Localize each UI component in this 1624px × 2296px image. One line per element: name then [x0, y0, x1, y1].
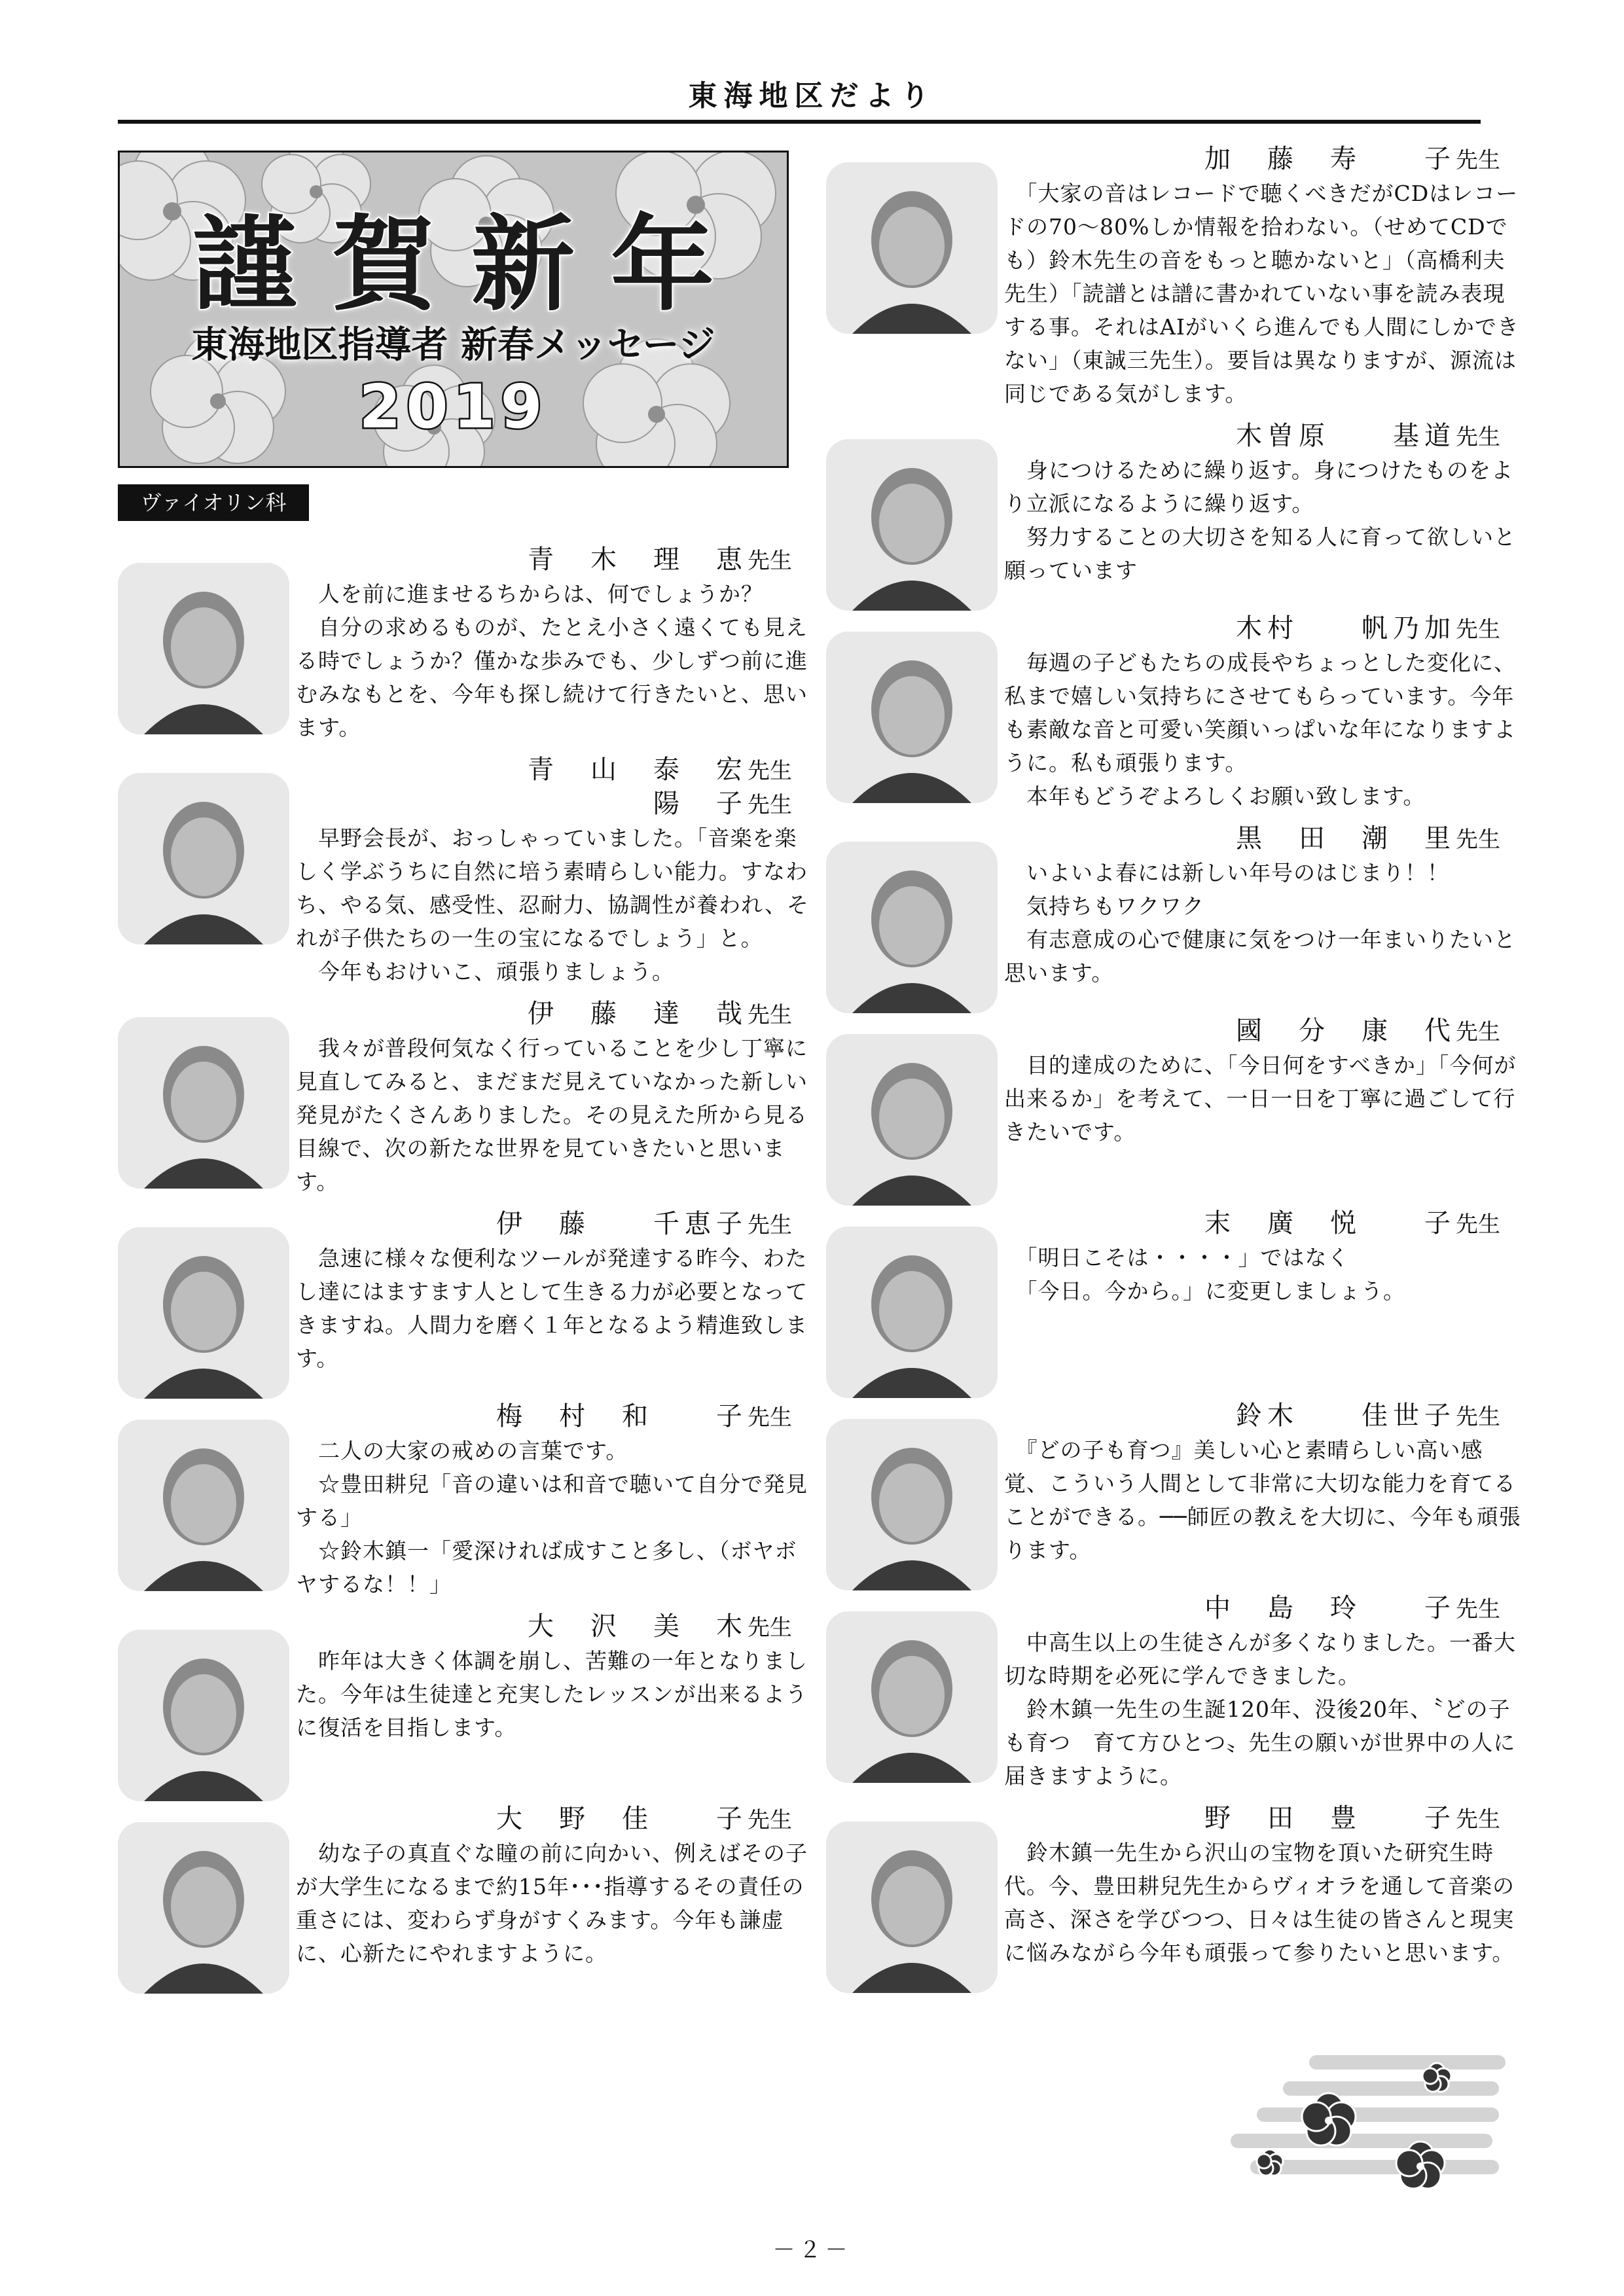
- teacher-name: 黒 田 潮 里: [1236, 823, 1456, 853]
- teacher-name: 青 山 泰 宏: [528, 755, 748, 785]
- message-paragraph: 早野会長が、おっしゃっていました。「音楽を楽しく学ぶうちに自然に培う素晴らしい能力。すなわち、やる気、感受性、忍耐力、協調性が養われ、それが子供たちの一生の宝になるでしょう」と。: [296, 825, 809, 951]
- message-paragraph: 毎週の子どもたちの成長やちょっとした変化に、私まで嬉しい気持ちにさせてもらっています。今年も素敵な音と可愛い笑顔いっぱいな年になりますように。私も頑張ります。: [1004, 650, 1516, 776]
- teacher-photo: [826, 1227, 998, 1398]
- teacher-entry: [826, 1399, 1526, 1583]
- teacher-name: 大 野 佳 子: [496, 1804, 748, 1834]
- message-paragraph: 『どの子も育つ』美しい心と素晴らしい高い感覚、こういう人間として非常に大切な能力を育てることができる。──師匠の教えを大切に、今年も頑張ります。: [1004, 1437, 1521, 1563]
- teacher-photo: [118, 773, 289, 944]
- teacher-name: 青 木 理 恵: [528, 545, 748, 575]
- teacher-title: 先生: [1456, 1211, 1500, 1238]
- page-header-title: 東海地区だより: [688, 79, 936, 113]
- teacher-photo: [826, 1611, 998, 1783]
- message-paragraph: 気持ちもワクワク: [1004, 893, 1204, 919]
- teacher-name: 末 廣 悦 子: [1204, 1208, 1456, 1238]
- teacher-title: 先生: [748, 1002, 792, 1028]
- teacher-message: [1004, 177, 1526, 410]
- teacher-name: 陽 子: [653, 789, 748, 819]
- teacher-title: 先生: [748, 1615, 792, 1641]
- teacher-name: 中 島 玲 子: [1204, 1593, 1456, 1623]
- message-paragraph: ☆鈴木鎮一「愛深ければ成すこと多し、（ボヤボヤするな！！」: [296, 1538, 797, 1597]
- teacher-title: 先生: [1456, 1806, 1500, 1833]
- teacher-entry: [118, 1400, 818, 1601]
- message-paragraph: 我々が普段何気なく行っていることを少し丁寧に見直してみると、まだまだ見えていなかった新しい発見がたくさんありました。その見えた所から見る目線で、次の新たな世界を見ていきたいと思います。: [296, 1035, 808, 1194]
- message-paragraph: 今年もおけいこ、頑張りましょう。: [296, 959, 674, 984]
- teacher-entry: [118, 1610, 818, 1793]
- teacher-message: [296, 1242, 818, 1375]
- banner-heading: 謹賀新年: [192, 204, 750, 325]
- message-paragraph: 二人の大家の戒めの言葉です。: [296, 1438, 628, 1463]
- teacher-message: [1004, 856, 1526, 990]
- message-paragraph: いよいよ春には新しい年号のはじまり！！: [1004, 860, 1449, 886]
- message-paragraph: 昨年は大きく体調を崩し、苦難の一年となりました。今年は生徒達と充実したレッスンが出来るように復活を目指します。: [296, 1648, 808, 1740]
- teacher-name: 梅 村 和 子: [496, 1401, 748, 1431]
- teacher-title: 先生: [1456, 424, 1500, 450]
- teacher-name: 木村 帆乃加: [1236, 613, 1456, 643]
- teacher-photo: [118, 1822, 289, 1994]
- teacher-entry: [826, 1207, 1526, 1390]
- page-number: －２－: [772, 2237, 852, 2263]
- teacher-photo: [826, 842, 998, 1013]
- teacher-title: 先生: [748, 1212, 792, 1238]
- teacher-entry: [118, 543, 818, 744]
- header-rule: [118, 120, 1481, 124]
- teacher-title: 先生: [748, 1405, 792, 1431]
- teacher-message: [296, 1837, 818, 1970]
- teacher-photo: [118, 1227, 289, 1399]
- teacher-name: 國 分 康 代: [1236, 1016, 1456, 1046]
- teacher-name: 鈴木 佳世子: [1236, 1401, 1456, 1431]
- teacher-name: 大 沢 美 木: [528, 1611, 748, 1641]
- teacher-title: 先生: [748, 548, 792, 574]
- teacher-message: [1004, 1626, 1526, 1793]
- teacher-title: 先生: [1456, 1019, 1500, 1045]
- teacher-entry: [826, 1802, 1526, 1985]
- teacher-entry: [826, 822, 1526, 1005]
- message-paragraph: ☆豊田耕兒「音の違いは和音で聴いて自分で発見する」: [296, 1471, 808, 1530]
- teacher-photo: [118, 1017, 289, 1189]
- teacher-photo: [826, 632, 998, 803]
- teacher-photo: [826, 1419, 998, 1590]
- teacher-message: [296, 1644, 818, 1744]
- teacher-entry: [826, 143, 1526, 410]
- teacher-title: 先生: [1456, 1404, 1500, 1430]
- message-paragraph: 鈴木鎮一先生の生誕120年、没後20年、〝どの子も育つ 育て方ひとつ〟先生の願いが世界中の人に届きますように。: [1004, 1696, 1516, 1789]
- teacher-photo: [826, 162, 998, 334]
- new-year-banner: [118, 151, 789, 468]
- message-paragraph: 有志意成の心で健康に気をつけ一年まいりたいと思います。: [1004, 927, 1516, 986]
- section-label: ヴァイオリン科: [118, 484, 309, 521]
- teacher-name: 木曽原 基道: [1236, 421, 1456, 451]
- teacher-photo: [118, 563, 289, 734]
- banner-subtitle: 東海地区指導者 新春メッセージ: [191, 324, 715, 367]
- teacher-entry: [826, 420, 1526, 603]
- flower-decoration: [1231, 2049, 1506, 2193]
- teacher-entry: [826, 612, 1526, 813]
- teacher-name: 加 藤 寿 子: [1204, 144, 1456, 174]
- message-paragraph: 努力することの大切さを知る人に育って欲しいと願っています: [1004, 524, 1516, 583]
- right-column: [826, 143, 1526, 1994]
- teacher-message: [296, 1434, 818, 1601]
- teacher-photo: [826, 439, 998, 611]
- banner-year: 2019: [359, 372, 548, 442]
- teacher-entry: [118, 753, 818, 988]
- teacher-entry: [826, 1592, 1526, 1793]
- teacher-entry: [826, 1014, 1526, 1198]
- teacher-message: [296, 821, 818, 988]
- message-paragraph: 「今日。今から。」に変更しましょう。: [1004, 1278, 1405, 1304]
- teacher-message: [296, 577, 818, 744]
- teacher-message: [296, 1031, 818, 1198]
- teacher-title: 先生: [748, 792, 792, 818]
- teacher-photo: [118, 1420, 289, 1591]
- teacher-photo: [118, 1630, 289, 1801]
- message-paragraph: 身につけるために繰り返す。身につけたものをより立派になるように繰り返す。: [1004, 457, 1514, 516]
- teacher-entry: [118, 1803, 818, 1986]
- teacher-message: [1004, 1433, 1526, 1567]
- teacher-photo: [826, 1034, 998, 1206]
- teacher-title: 先生: [1456, 1596, 1500, 1623]
- teacher-message: [1004, 454, 1526, 587]
- message-paragraph: 鈴木鎮一先生から沢山の宝物を頂いた研究生時代。今、豊田耕兒先生からヴィオラを通して音楽の高さ、深さを学びつつ、日々は生徒の皆さんと現実に悩みながら今年も頑張って参りたいと思います。: [1004, 1840, 1515, 1965]
- left-column: [118, 543, 818, 1995]
- teacher-message: [1004, 1241, 1526, 1308]
- message-paragraph: 人を前に進ませるちからは、何でしょうか？: [296, 581, 763, 607]
- teacher-message: [1004, 646, 1526, 813]
- message-paragraph: 本年もどうぞよろしくお願い致します。: [1004, 783, 1426, 809]
- teacher-name: 伊 藤 千恵子: [496, 1209, 748, 1239]
- teacher-title: 先生: [748, 758, 792, 784]
- message-paragraph: 急速に様々な便利なツールが発達する昨今、わたし達にはますます人として生きる力が必要となってきますね。人間力を磨く１年となるよう精進致します。: [296, 1246, 808, 1371]
- teacher-title: 先生: [748, 1807, 792, 1833]
- teacher-message: [1004, 1836, 1526, 1969]
- message-paragraph: 目的達成のために、「今日何をすべきか」「今何が出来るか」を考えて、一日一日を丁寧に過ごして行きたいです。: [1004, 1052, 1517, 1145]
- teacher-title: 先生: [1456, 617, 1500, 643]
- message-paragraph: 中高生以上の生徒さんが多くなりました。一番大切な時期を必死に学んできました。: [1004, 1630, 1516, 1689]
- message-paragraph: 「大家の音はレコードで聴くべきだがCDはレコードの70～80%しか情報を拾わない。（せめてCDでも）鈴木先生の音をもっと聴かないと」（高橋利夫先生）「読譜とは譜に書かれていない事を読み表現する事。それはAIがいくら進んでも人間にしかできない」（東誠三先生）。要旨は異なりますが、源流は同じである気がします。: [1004, 181, 1519, 406]
- message-paragraph: 自分の求めるものが、たとえ小さく遠くても見える時でしょうか？僅かな歩みでも、少しずつ前に進むみなもとを、今年も探し続けて行きたいと、思います。: [296, 615, 808, 740]
- teacher-name: 野 田 豊 子: [1204, 1803, 1456, 1833]
- message-paragraph: 「明日こそは・・・・」ではなく: [1004, 1245, 1350, 1270]
- teacher-title: 先生: [1456, 147, 1500, 173]
- teacher-message: [1004, 1049, 1526, 1149]
- teacher-name: 伊 藤 達 哉: [528, 999, 748, 1029]
- teacher-photo: [826, 1821, 998, 1993]
- message-paragraph: 幼な子の真直ぐな瞳の前に向かい、例えばその子が大学生になるまで約15年･･･指導するその責任の重さには、変わらず身がすくみます。今年も謙虚に、心新たにやれますように。: [296, 1840, 808, 1966]
- teacher-entry: [118, 1208, 818, 1391]
- teacher-entry: [118, 997, 818, 1198]
- teacher-title: 先生: [1456, 827, 1500, 853]
